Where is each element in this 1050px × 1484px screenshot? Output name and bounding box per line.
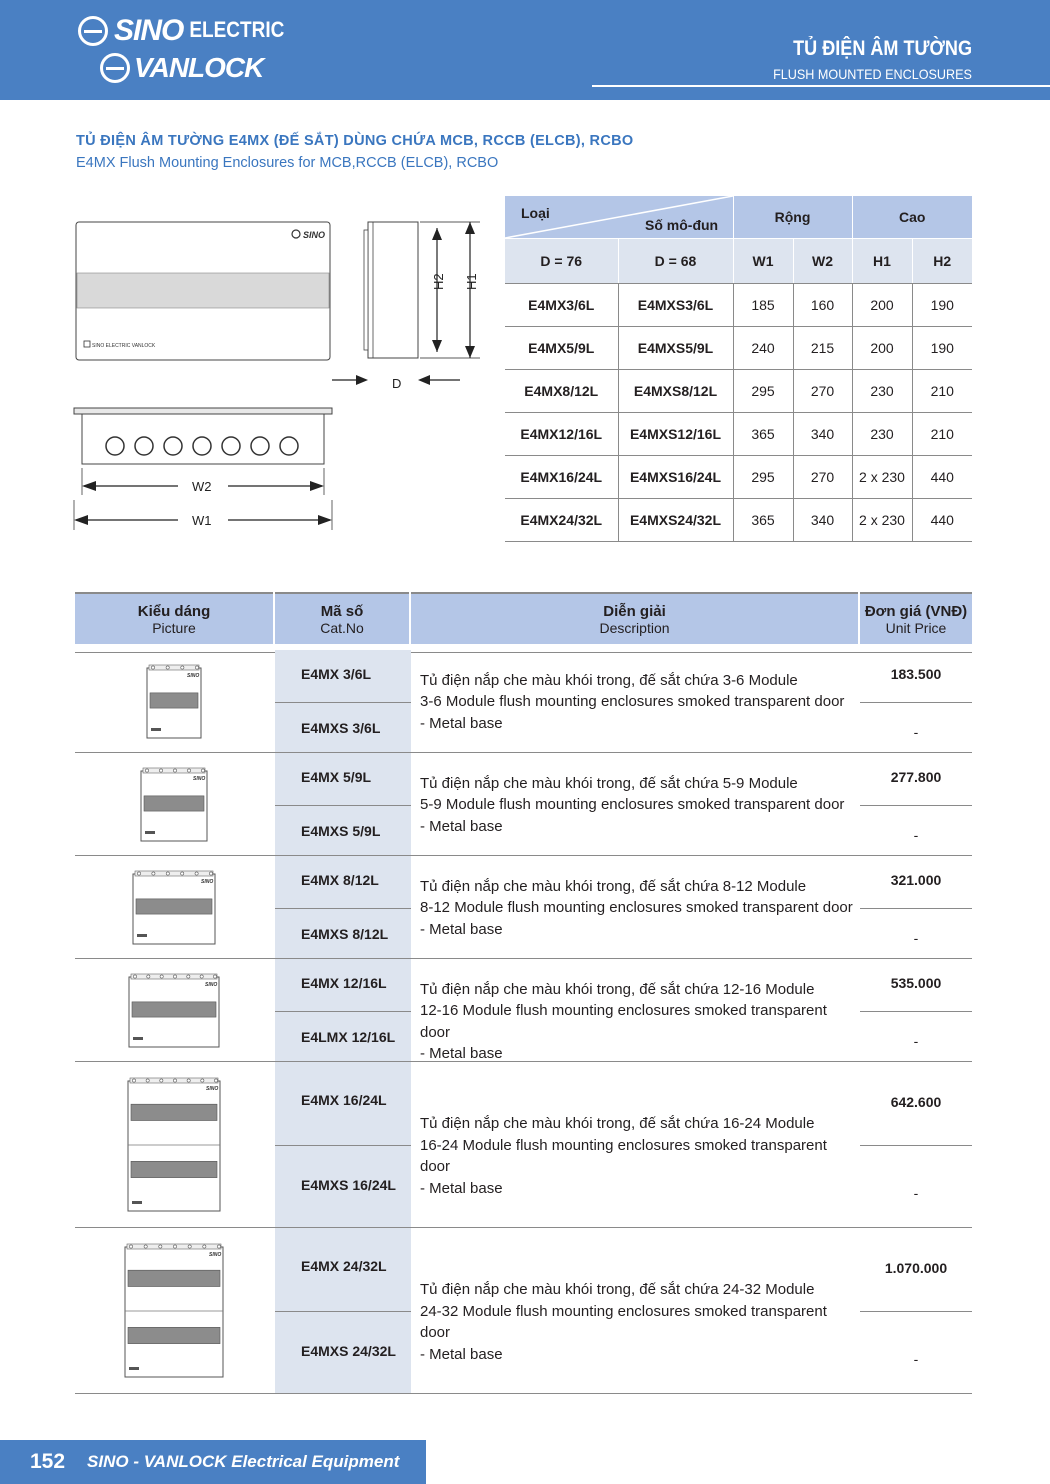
sub-w2: W2 xyxy=(793,239,852,284)
description-vn: Tủ điện nắp che màu khói trong, đế sắt chứa 16-24 Module xyxy=(420,1115,815,1132)
col-unit-price xyxy=(859,593,972,644)
header-subtitle: FLUSH MOUNTED ENCLOSURES xyxy=(773,66,972,82)
dimension-table xyxy=(505,196,972,542)
table-row xyxy=(75,650,972,753)
description-vn: Tủ điện nắp che màu khói trong, đế sắt chứa 3-6 Module xyxy=(420,671,798,689)
cell-w2: 215 xyxy=(793,327,852,370)
table-row xyxy=(505,456,972,499)
table-row xyxy=(75,753,972,856)
drawing-logo-text: SINO xyxy=(303,230,326,240)
header-cao: Cao xyxy=(852,196,972,239)
cat-number-alt: E4MXS 8/12L xyxy=(301,925,389,942)
description xyxy=(420,1279,860,1365)
description-en-base: - Metal base xyxy=(420,1345,503,1363)
price-table-header xyxy=(75,593,972,644)
table-row xyxy=(505,327,972,370)
enclosure-picture xyxy=(131,870,219,946)
cell-w2: 270 xyxy=(793,456,852,499)
cat-number-alt: E4MXS 5/9L xyxy=(301,822,381,839)
unit-price-alt: - xyxy=(913,1351,919,1367)
dimension-table-subheader xyxy=(505,239,972,284)
header-so-modun: Số mô-đun xyxy=(645,217,719,233)
cell-d76: E4MX24/32L xyxy=(505,499,618,542)
cell-w1: 365 xyxy=(733,499,793,542)
enclosure-picture xyxy=(123,1243,227,1379)
cell-h1: 230 xyxy=(852,370,912,413)
cell-w2: 270 xyxy=(793,370,852,413)
table-row xyxy=(505,370,972,413)
col-catno xyxy=(274,593,410,644)
header-title: TỦ ĐIỆN ÂM TƯỜNG xyxy=(793,37,972,60)
enclosure-picture xyxy=(139,767,211,843)
cell-d68: E4MXS16/24L xyxy=(618,456,733,499)
col-price-vn: Đơn giá (VNĐ) xyxy=(864,602,968,620)
unit-price: 277.800 xyxy=(890,769,942,785)
unit-price-alt: - xyxy=(913,1032,919,1049)
svg-text:SINO: SINO xyxy=(206,1086,219,1092)
description-en-base: - Metal base xyxy=(420,1179,503,1197)
description-en: 24-32 Module flush mounting enclosures smoked transparent door xyxy=(420,1302,827,1341)
cell-w1: 185 xyxy=(733,284,793,327)
cat-number-alt: E4MXS 3/6L xyxy=(301,719,381,736)
page-number: 152 xyxy=(30,1450,66,1473)
description-en: 8-12 Module flush mounting enclosures smoked transparent door xyxy=(420,899,853,916)
cell-h2: 210 xyxy=(912,370,972,413)
description-en: 5-9 Module flush mounting enclosures smoked transparent door xyxy=(420,796,845,813)
description xyxy=(420,979,860,1065)
cell-d68: E4MXS24/32L xyxy=(618,499,733,542)
sub-d68: D = 68 xyxy=(618,239,733,284)
col-cat-vn: Mã số xyxy=(320,602,364,620)
col-cat-en: Cat.No xyxy=(320,619,364,636)
cell-w2: 340 xyxy=(793,499,852,542)
cell-h2: 190 xyxy=(912,284,972,327)
description-vn: Tủ điện nắp che màu khói trong, đế sắt chứa 8-12 Module xyxy=(420,877,807,895)
side-view xyxy=(332,222,480,391)
cell-h2: 190 xyxy=(912,327,972,370)
cell-h1: 230 xyxy=(852,413,912,456)
table-row xyxy=(505,499,972,542)
enclosure-picture xyxy=(145,664,205,740)
drawing-small-logo: SINO ELECTRIC VANLOCK xyxy=(92,343,156,349)
cell-h1: 200 xyxy=(852,327,912,370)
unit-price-alt: - xyxy=(913,826,919,843)
cat-number-alt: E4LMX 12/16L xyxy=(301,1028,396,1045)
vanlock-emblem-icon xyxy=(100,53,130,83)
cell-h1: 200 xyxy=(852,284,912,327)
price-table xyxy=(75,592,972,653)
unit-price: 642.600 xyxy=(890,1094,942,1110)
brand-sino: SINO xyxy=(114,14,184,47)
sino-electric-logo xyxy=(78,14,284,48)
cell-d68: E4MXS12/16L xyxy=(618,413,733,456)
col-description xyxy=(410,593,859,644)
sub-h1: H1 xyxy=(852,239,912,284)
section-subtitle: E4MX Flush Mounting Enclosures for MCB,RCCB (ELCB), RCBO xyxy=(76,155,499,171)
table-row xyxy=(75,1062,972,1228)
description-vn: Tủ điện nắp che màu khói trong, đế sắt chứa 24-32 Module xyxy=(420,1281,815,1298)
description-vn: Tủ điện nắp che màu khói trong, đế sắt chứa 5-9 Module xyxy=(420,774,798,792)
cell-d68: E4MXS3/6L xyxy=(618,284,733,327)
label-w1: W1 xyxy=(192,513,212,528)
svg-text:SINO: SINO xyxy=(209,1252,222,1258)
cat-number: E4MX 24/32L xyxy=(301,1258,387,1274)
description-en-base: - Metal base xyxy=(420,714,503,732)
description-en: 12-16 Module flush mounting enclosures smoked transparent door xyxy=(420,1002,827,1041)
enclosure-picture xyxy=(126,1077,224,1213)
cell-h2: 210 xyxy=(912,413,972,456)
brand-vanlock: VANLOCK xyxy=(134,52,264,83)
table-row xyxy=(75,1228,972,1394)
col-desc-en: Description xyxy=(599,619,670,636)
unit-price-alt: - xyxy=(913,1185,919,1201)
dimension-drawing xyxy=(70,210,490,540)
description xyxy=(420,670,860,735)
sub-d76: D = 76 xyxy=(505,239,618,284)
sub-w1: W1 xyxy=(733,239,793,284)
unit-price-alt: - xyxy=(913,723,919,740)
cell-h2: 440 xyxy=(912,499,972,542)
description-en: 16-24 Module flush mounting enclosures smoked transparent door xyxy=(420,1136,827,1175)
page-header xyxy=(0,0,1050,100)
cat-number: E4MX 16/24L xyxy=(301,1092,387,1108)
header-divider xyxy=(592,85,1050,87)
page-footer xyxy=(0,1440,426,1484)
cell-w1: 295 xyxy=(733,370,793,413)
header-loai: Loại xyxy=(521,205,550,221)
table-row xyxy=(75,959,972,1062)
table-row xyxy=(505,413,972,456)
dimension-table-header xyxy=(505,196,972,239)
label-w2: W2 xyxy=(192,479,212,494)
cell-w1: 295 xyxy=(733,456,793,499)
bottom-view xyxy=(74,408,332,530)
unit-price: 183.500 xyxy=(890,666,942,682)
cell-w1: 240 xyxy=(733,327,793,370)
col-picture-en: Picture xyxy=(152,619,196,636)
header-loai-somodun xyxy=(505,196,733,239)
globe-icon xyxy=(78,16,108,46)
svg-text:SINO: SINO xyxy=(187,672,200,679)
cell-d68: E4MXS8/12L xyxy=(618,370,733,413)
footer-text: SINO - VANLOCK Electrical Equipment xyxy=(87,1452,400,1471)
label-h1: H1 xyxy=(464,273,479,290)
description-vn: Tủ điện nắp che màu khói trong, đế sắt chứa 12-16 Module xyxy=(420,980,815,998)
cat-number: E4MX 3/6L xyxy=(301,666,372,682)
sub-h2: H2 xyxy=(912,239,972,284)
enclosure-picture xyxy=(127,973,223,1049)
brand-electric: ELECTRIC xyxy=(189,18,285,43)
col-picture-vn: Kiểu dáng xyxy=(137,602,211,620)
table-row xyxy=(75,856,972,959)
header-rong: Rộng xyxy=(733,196,852,239)
cell-d76: E4MX8/12L xyxy=(505,370,618,413)
col-price-en: Unit Price xyxy=(885,619,947,636)
table-row xyxy=(505,284,972,327)
cell-h1: 2 x 230 xyxy=(852,456,912,499)
unit-price-alt: - xyxy=(913,929,919,946)
svg-text:SINO: SINO xyxy=(193,775,206,782)
label-d: D xyxy=(392,376,402,391)
svg-text:SINO: SINO xyxy=(201,878,214,885)
cell-h1: 2 x 230 xyxy=(852,499,912,542)
cat-number-alt: E4MXS 16/24L xyxy=(301,1177,396,1193)
unit-price: 321.000 xyxy=(890,872,942,888)
cell-w2: 340 xyxy=(793,413,852,456)
cat-number-alt: E4MXS 24/32L xyxy=(301,1343,396,1359)
description xyxy=(420,876,860,941)
cell-h2: 440 xyxy=(912,456,972,499)
description-en-base: - Metal base xyxy=(420,817,503,835)
description-en-base: - Metal base xyxy=(420,1045,503,1062)
svg-text:SINO: SINO xyxy=(205,981,218,988)
label-h2: H2 xyxy=(431,273,446,290)
unit-price: 1.070.000 xyxy=(884,1260,948,1276)
cat-number: E4MX 8/12L xyxy=(301,872,379,888)
cat-number: E4MX 12/16L xyxy=(301,975,387,991)
section-title: TỦ ĐIỆN ÂM TƯỜNG E4MX (ĐẾ SẮT) DÙNG CHỨA MCB, RCCB (ELCB), RCBO xyxy=(76,133,634,149)
col-desc-vn: Diễn giải xyxy=(603,602,666,620)
front-view xyxy=(76,222,330,360)
cell-d76: E4MX12/16L xyxy=(505,413,618,456)
cell-d76: E4MX16/24L xyxy=(505,456,618,499)
description xyxy=(420,773,860,838)
vanlock-logo xyxy=(100,52,263,84)
description-en-base: - Metal base xyxy=(420,920,503,938)
cell-d76: E4MX5/9L xyxy=(505,327,618,370)
description-en: 3-6 Module flush mounting enclosures smoked transparent door xyxy=(420,693,845,710)
cell-w1: 365 xyxy=(733,413,793,456)
cell-w2: 160 xyxy=(793,284,852,327)
cell-d68: E4MXS5/9L xyxy=(618,327,733,370)
unit-price: 535.000 xyxy=(890,975,942,991)
description xyxy=(420,1113,860,1199)
cat-number: E4MX 5/9L xyxy=(301,769,372,785)
col-picture xyxy=(75,593,274,644)
cell-d76: E4MX3/6L xyxy=(505,284,618,327)
